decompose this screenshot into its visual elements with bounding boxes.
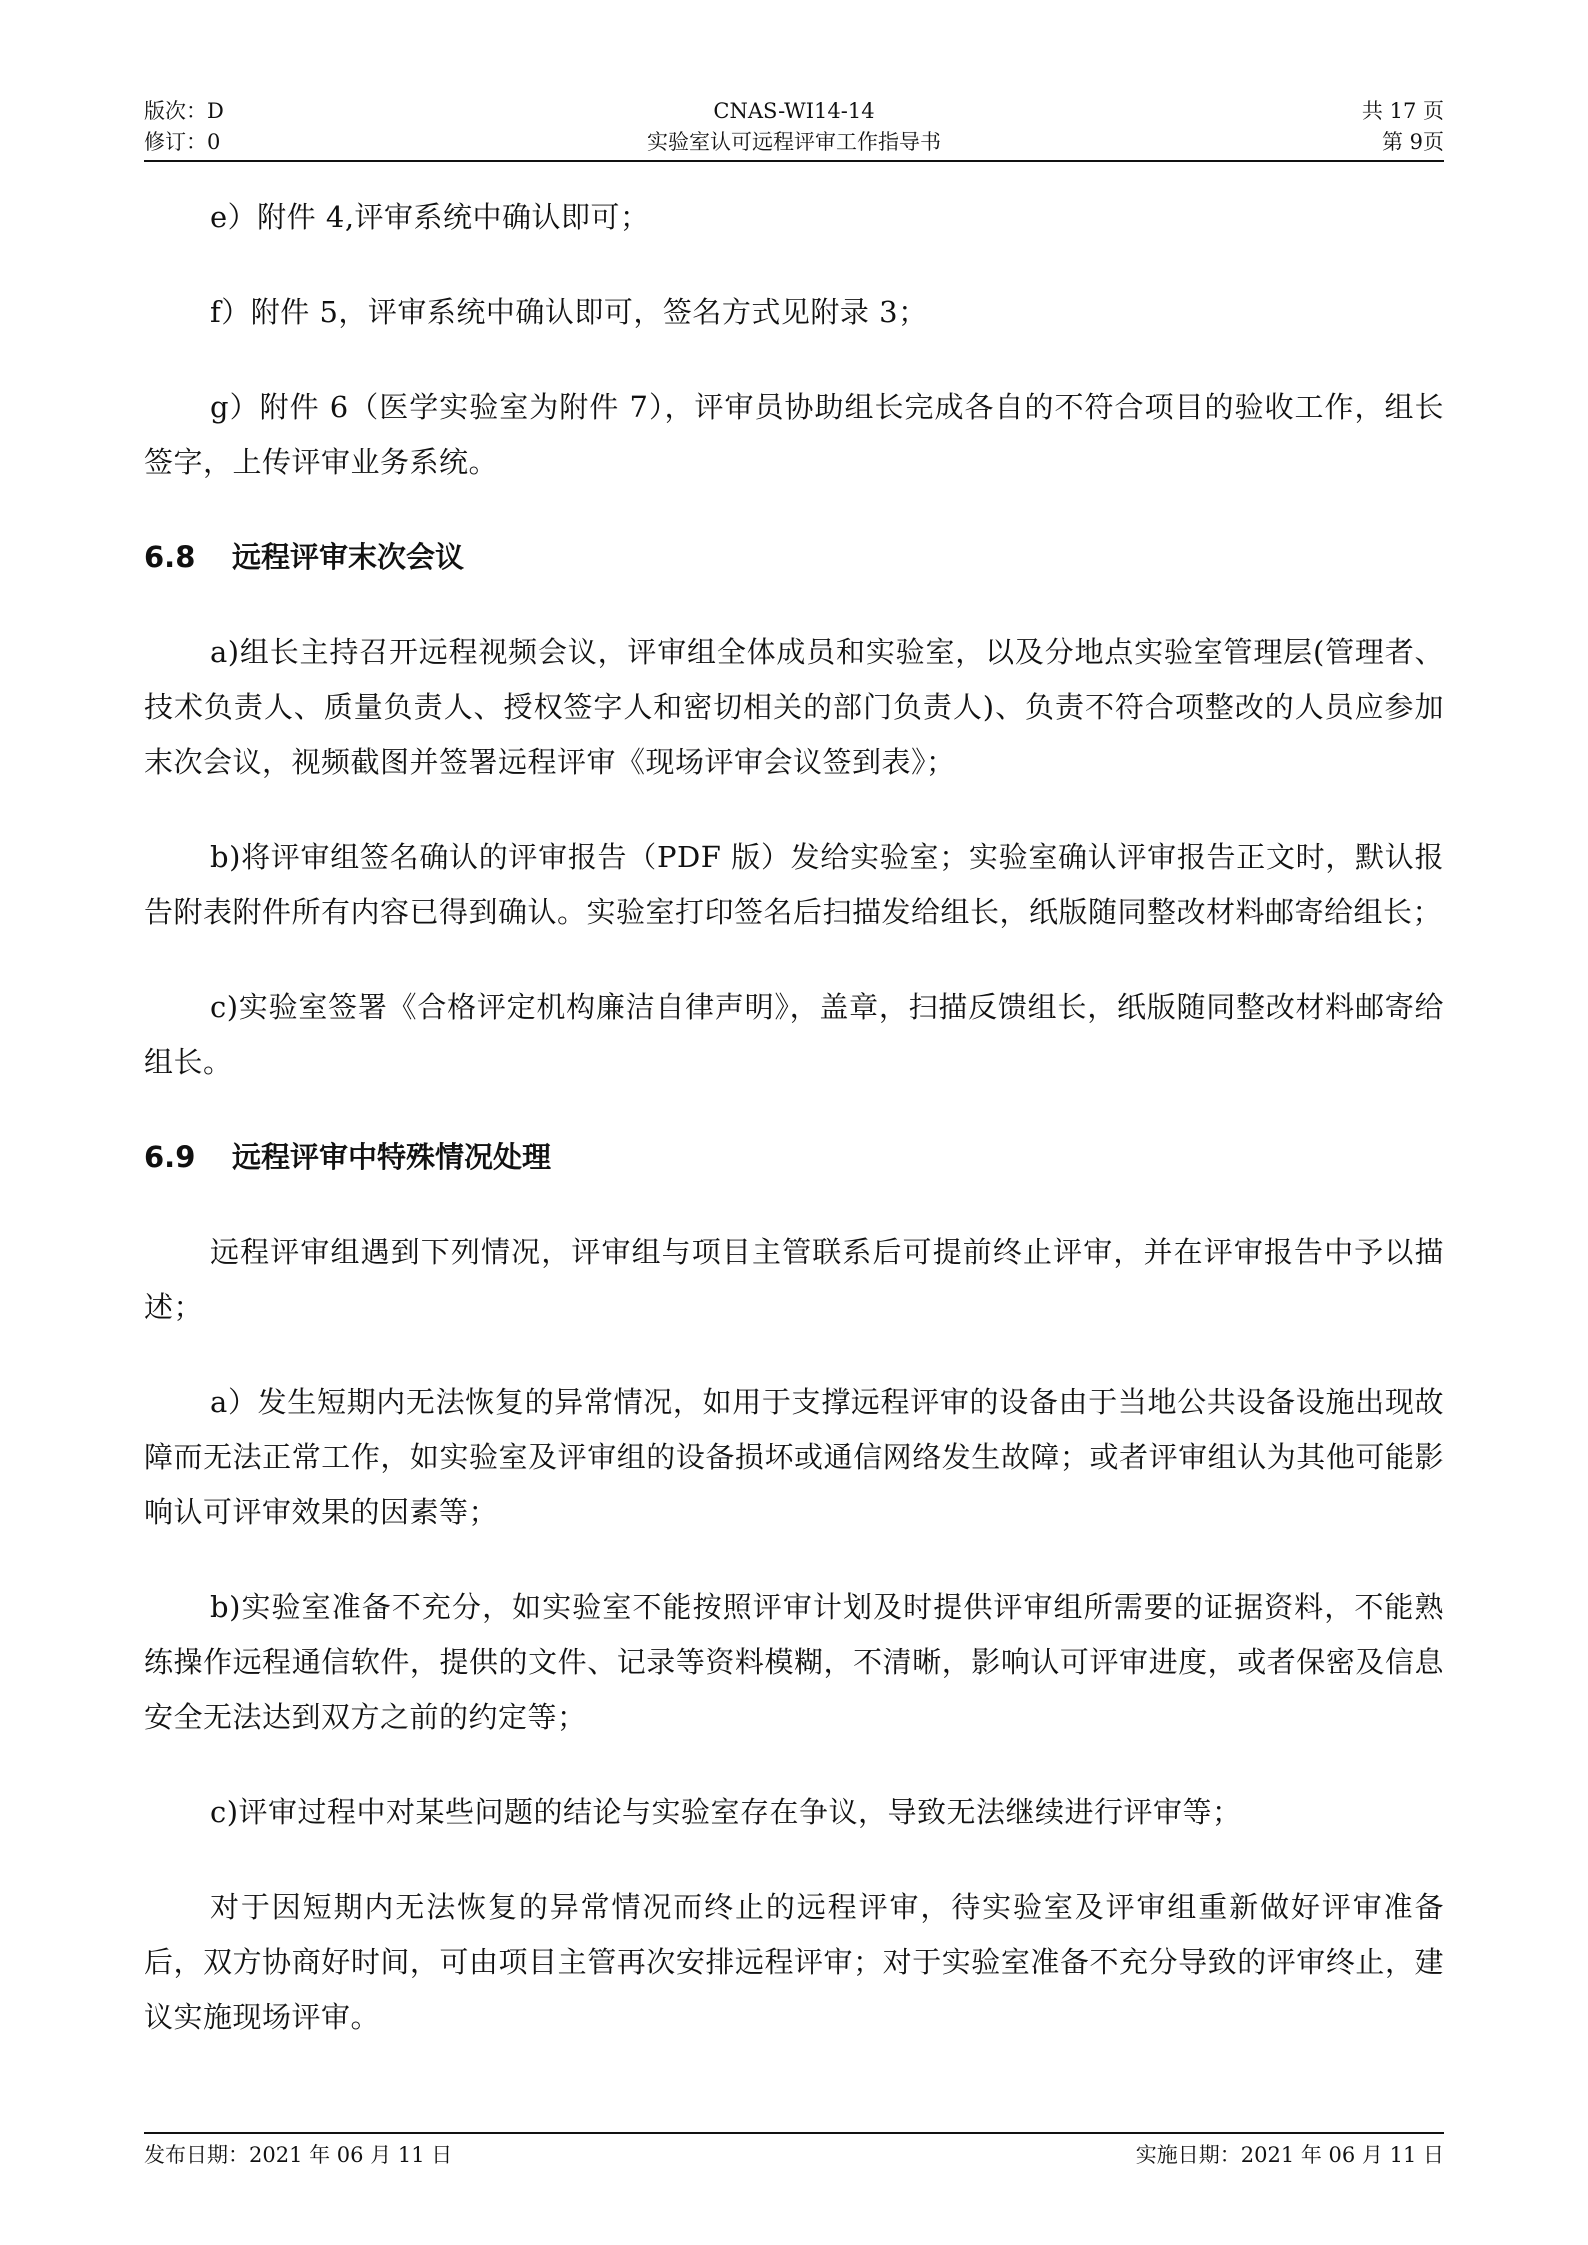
body-paragraph: 对于因短期内无法恢复的异常情况而终止的远程评审，待实验室及评审组重新做好评审准备后，双方协商好时间，可由项目主管再次安排远程评审；对于实验室准备不充分导致的评审终止，建议实施现场评审。 (144, 1890, 1444, 2034)
page-number: 第 9页 (1381, 130, 1444, 154)
version-label: 版次：D (144, 99, 224, 123)
section-title: 远程评审中特殊情况处理 (232, 1140, 552, 1174)
body-paragraph: 远程评审组遇到下列情况，评审组与项目主管联系后可提前终止评审，并在评审报告中予以描述； (144, 1235, 1444, 1324)
body-paragraph: b)实验室准备不充分，如实验室不能按照评审计划及时提供评审组所需要的证据资料，不能熟练操作远程通信软件，提供的文件、记录等资料模糊，不清晰，影响认可评审进度，或者保密及信息安全无法达到双方之前的约定等； (144, 1590, 1444, 1734)
doc-title: 实验室认可远程评审工作指导书 (647, 130, 941, 154)
header-row-1 (144, 96, 1444, 127)
section-title: 远程评审末次会议 (232, 540, 465, 574)
page-header (144, 96, 1444, 158)
section-heading (144, 530, 1444, 585)
body-paragraph: a）发生短期内无法恢复的异常情况，如用于支撑远程评审的设备由于当地公共设备设施出现故障而无法正常工作，如实验室及评审组的设备损坏或通信网络发生故障；或者评审组认为其他可能影响认可评审效果的因素等； (144, 1385, 1444, 1529)
body-paragraph: g）附件 6（医学实验室为附件 7），评审员协助组长完成各自的不符合项目的验收工作，组长签字，上传评审业务系统。 (144, 390, 1444, 479)
document-body (144, 190, 1444, 2085)
section-number: 6.8 (144, 540, 196, 574)
section-heading (144, 1130, 1444, 1185)
body-paragraph: f）附件 5，评审系统中确认即可，签名方式见附录 3； (210, 295, 928, 329)
body-paragraph: b)将评审组签名确认的评审报告（PDF 版）发给实验室；实验室确认评审报告正文时，默认报告附表附件所有内容已得到确认。实验室打印签名后扫描发给组长，纸版随同整改材料邮寄给组长； (144, 840, 1444, 929)
total-pages: 共 17 页 (1361, 99, 1444, 123)
body-paragraph: c)实验室签署《合格评定机构廉洁自律声明》，盖章，扫描反馈组长，纸版随同整改材料邮寄给组长。 (144, 990, 1444, 1079)
body-paragraph: c)评审过程中对某些问题的结论与实验室存在争议，导致无法继续进行评审等； (210, 1795, 1242, 1829)
header-row-2 (144, 127, 1444, 158)
doc-code: CNAS-WI14-14 (713, 99, 875, 123)
section-number: 6.9 (144, 1140, 196, 1174)
revision-label: 修订：0 (144, 130, 221, 154)
header-divider (144, 160, 1444, 162)
footer-divider (144, 2132, 1444, 2134)
body-paragraph: a)组长主持召开远程视频会议，评审组全体成员和实验室，以及分地点实验室管理层(管理者、技术负责人、质量负责人、授权签字人和密切相关的部门负责人)、负责不符合项整改的人员应参加末次会议，视频截图并签署远程评审《现场评审会议签到表》； (144, 635, 1444, 779)
page-footer (144, 2138, 1444, 2172)
effective-date: 实施日期：2021 年 06 月 11 日 (1135, 2143, 1444, 2167)
publish-date: 发布日期：2021 年 06 月 11 日 (144, 2143, 453, 2167)
body-paragraph: e）附件 4,评审系统中确认即可； (210, 200, 650, 234)
